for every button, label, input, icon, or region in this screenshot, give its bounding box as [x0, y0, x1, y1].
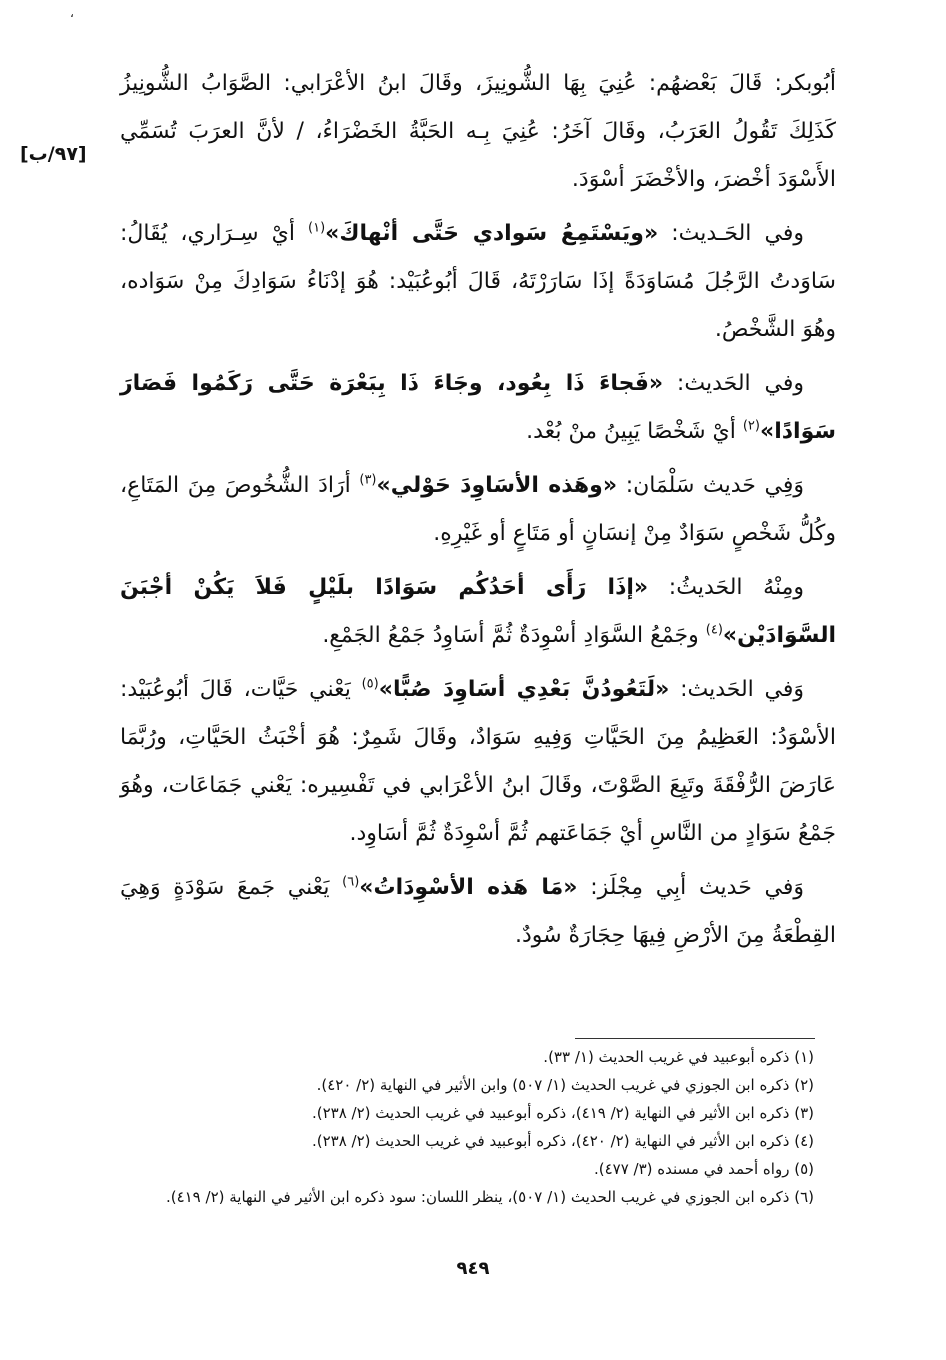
- footnotes: [120, 1043, 826, 1211]
- footnote-ref: (٥): [361, 676, 379, 692]
- hadith-quote: «وهَذه الأسَاوِدَ حَوْلي»: [376, 473, 618, 498]
- footnote-ref: (٣): [359, 472, 377, 488]
- hadith-quote: «مَا هَذه الأسْوِدَاتُ»: [359, 875, 578, 900]
- main-text: [120, 60, 836, 966]
- footnote-2: (٢) ذكره ابن الجوزي في غريب الحديث (١/ ٥٠٧) وابن الأثير في النهاية (٢/ ٤٢٠).: [316, 1076, 814, 1094]
- footnote-5: (٥) رواه أحمد في مسنده (٣/ ٤٧٧).: [593, 1160, 814, 1178]
- paragraph-6: [120, 666, 836, 858]
- footnote-ref: (٢): [742, 418, 760, 434]
- corner-mark: ،: [70, 6, 74, 20]
- paragraph-3: [120, 360, 836, 456]
- paragraph-prefix: وفي الحَـديث:: [658, 221, 804, 246]
- paragraph-prefix: ومِنْهُ الحَديثُ:: [648, 575, 805, 600]
- footnote-3: (٣) ذكره ابن الأثير في النهاية (٢/ ٤١٩)، ذكره أبوعبيد في غريب الحديث (٢/ ٢٣٨).: [311, 1104, 814, 1122]
- paragraph-5: [120, 564, 836, 660]
- paragraph-suffix: يَعْني جَمعَ سَوْدَةٍ وَهِيَ القِطْعَةُ مِنَ الأرْضِ فِيهَا حِجَارَةٌ سُودٌ.: [120, 875, 836, 948]
- paragraph-suffix: أيْ سِـرَاري، يُقَالُ: سَاوَدتُ الرَّجُلَ مُسَاوَدَةً إذَا سَارَرْتَهُ، قَالَ أبُوعُبَيْد: هُوَ إدْنَاءُ سَوَادِكَ مِنْ سَوَاده، وهُوَ الشَّخْصُ.: [120, 221, 836, 342]
- paragraph-suffix: وجَمْعُ السَّوَادِ أسْوِدَةٌ ثُمَّ أسَاوِدُ جَمْعُ الجَمْعِ.: [322, 623, 706, 648]
- hadith-quote: «فَجاءَ ذَا بِعُود، وجَاءَ ذَا بِبَعْرَة حَتَّى رَكَمُوا فَصَارَ سَوَادًا»: [120, 371, 836, 444]
- footnote-ref: (٦): [342, 874, 360, 890]
- paragraph-4: [120, 462, 836, 558]
- page-number: ٩٤٩: [456, 1258, 490, 1279]
- paragraph-prefix: وفي الحَديث:: [663, 371, 804, 396]
- paragraph-suffix: أيْ شَخْصًا يَبِينُ منْ بُعْد.: [526, 419, 743, 444]
- footnote-ref: (١): [308, 220, 326, 236]
- paragraph-2: [120, 210, 836, 354]
- footnote-separator: [575, 1038, 815, 1039]
- paragraph-suffix: أرَادَ الشُّخُوصَ مِنَ المَتَاعِ، وكُلُّ شَخْصٍ سَوَادٌ مِنْ إنسَانٍ أو مَتَاعٍ أو غَيْرِهِ.: [120, 473, 836, 546]
- footnote-ref: (٤): [705, 622, 723, 638]
- footnote-4: (٤) ذكره ابن الأثير في النهاية (٢/ ٤٢٠)، ذكره أبوعبيد في غريب الحديث (٢/ ٢٣٨).: [311, 1132, 814, 1150]
- paragraph-7: [120, 864, 836, 960]
- paragraph-text: أبُوبكر: قَالَ بَعْضهُم: عُنِيَ بِهَا الشُّونِيزَ، وقَالَ ابنُ الأعْرَابي: الصَّوَابُ الشُّونِيزُ كَذَلِكَ تَقُولُ العَرَبُ، وقَالَ آخَرُ: عُنِيَ بِـه الحَبَّةُ الخَضْرَاءُ، / لأنَّ العرَبَ تُسَمِّي الأَسْوَدَ أخْضرَ، والأخْضَرَ أسْوَدَ.: [120, 71, 836, 192]
- hadith-quote: «إذَا رَأَى أحَدُكُم سَوَادًا بلَيْلٍ فَلاَ يَكُنْ أجْبَنَ السَّوَادَيْن»: [120, 575, 836, 648]
- paragraph-1: [120, 60, 836, 204]
- footnote-1: (١) ذكره أبوعبيد في غريب الحديث (١/ ٣٣).: [543, 1048, 814, 1066]
- paragraph-prefix: وَفِي حَديث سَلْمَان:: [617, 473, 804, 498]
- hadith-quote: «ويَسْتَمِعُ سَوادي حَتَّى أنْهاكَ»: [325, 221, 659, 246]
- footnote-6: (٦) ذكره ابن الجوزي في غريب الحديث (١/ ٥٠٧)، ينظر اللسان: سود ذكره ابن الأثير في النهاية (٢/ ٤١٩).: [165, 1188, 814, 1206]
- paragraph-suffix: يَعْني حَيَّات، قَالَ أبُوعُبَيْد: الأسْوَدُ: العَظِيمُ مِنَ الحَيَّاتِ وَفِيهِ سَوَادٌ، وقَالَ شَمِرٌ: هُوَ أخْبَثُ الحَيَّاتِ، ورُبَّمَا عَارَضَ الرُّفْقَةَ وتَبِعَ الصَّوْتَ، وقَالَ ابنُ الأعْرَابي في تَفْسِيره: يَعْني جَمَاعَات، وهُوَ جَمْعُ سَوَادٍ من النَّاسِ أيْ جَمَاعَتهم ثُمَّ أسْوِدَةٌ ثُمَّ أسَاوِد.: [120, 677, 836, 846]
- paragraph-prefix: وَفي الحَديث:: [669, 677, 804, 702]
- folio-marker: [٩٧/ب]: [20, 143, 87, 165]
- paragraph-prefix: وَفي حَديث أبِي مِجْلَز:: [577, 875, 804, 900]
- hadith-quote: «لَتَعُودُنَّ بَعْدِي أسَاوِدَ صُبًّا»: [378, 677, 670, 702]
